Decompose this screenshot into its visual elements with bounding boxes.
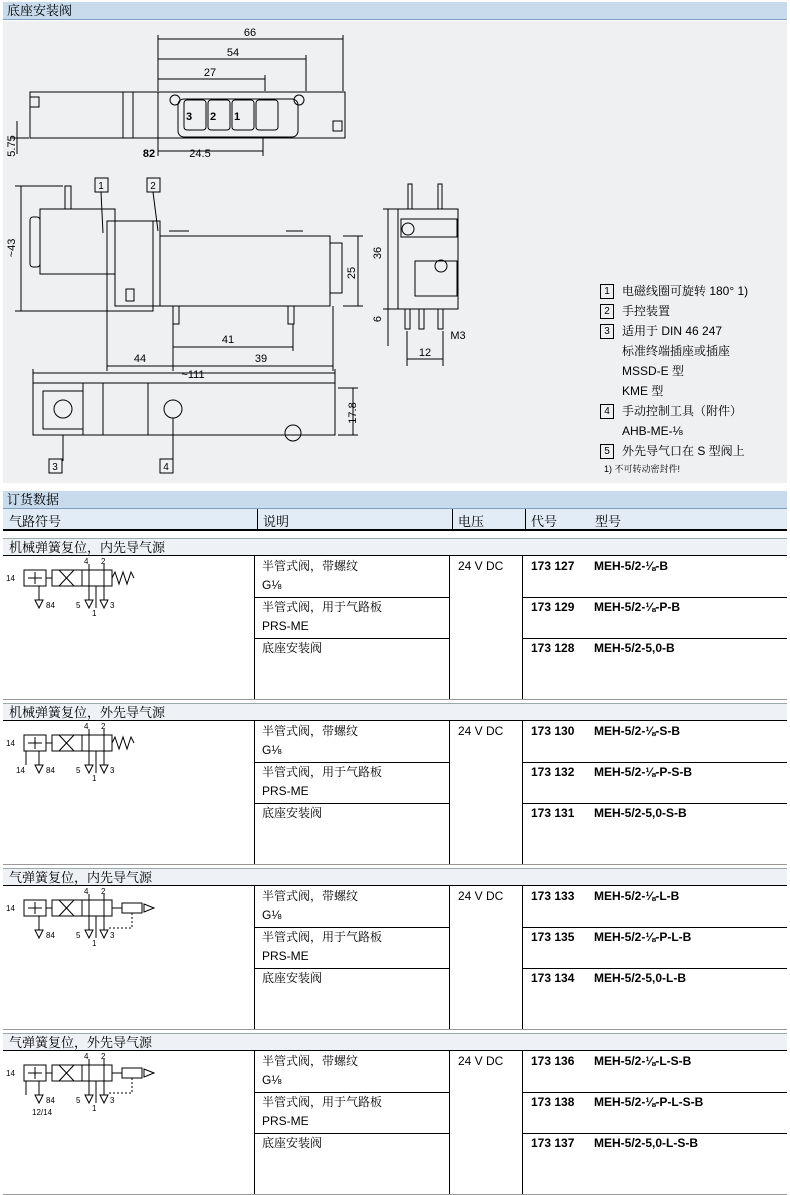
svg-text:5: 5 [76,601,81,610]
pneumatic-symbol [4,1053,174,1133]
description-line: PRS-ME [262,1114,309,1128]
svg-text:3: 3 [110,1096,115,1105]
description-line: 半管式阀，用于气路板 [262,765,383,779]
svg-text:84: 84 [46,601,55,610]
callout-4: 4 [163,462,169,473]
legend-item-3-line-3: MSSD-E 型 [622,364,685,378]
type-designation: MEH-5/2-⅛-B [594,559,669,573]
dim-36: 36 [372,246,384,260]
dim-27: 27 [203,67,217,79]
dim-82: 82 [142,148,156,160]
dim-44: 44 [133,353,147,365]
dimension-drawing [3,21,787,483]
description-line: 底座安装阀 [262,641,323,655]
group-title: 气弹簧复位，内先导气源 [3,868,787,886]
port-1-label: 1 [233,111,241,123]
group-title: 气弹簧复位，外先导气源 [3,1033,787,1051]
svg-text:3: 3 [110,766,115,775]
callout-3: 3 [52,462,58,473]
svg-text:3: 3 [110,931,115,940]
order-title: 订货数据 [7,492,60,507]
voltage-value: 24 V DC [458,724,504,738]
voltage-value: 24 V DC [458,889,504,903]
description-line: 半管式阀，带螺纹 [262,889,359,903]
description-line: G⅛ [262,1073,282,1087]
svg-text:4: 4 [84,1053,89,1061]
dim-39: 39 [254,353,268,365]
dim-m3: M3 [450,330,466,342]
col-voltage: 电压 [458,514,485,529]
svg-text:1: 1 [92,774,97,783]
dim-6: 6 [372,315,384,323]
port-2-label: 2 [209,111,217,123]
legend [600,281,785,477]
dim-17-8: 17.8 [347,402,359,424]
port-3-label: 3 [185,111,193,123]
callout-1: 1 [98,181,104,192]
voltage-value: 24 V DC [458,1054,504,1068]
type-designation: MEH-5/2-⅛-P-S-B [594,765,693,779]
legend-item-1: 1 电磁线圈可旋转 180° 1) [600,281,785,301]
svg-text:3: 3 [110,601,115,610]
svg-text:84: 84 [46,1096,55,1105]
svg-text:2: 2 [101,1053,106,1061]
type-designation: MEH-5/2-⅛-L-B [594,889,680,903]
description-line: 半管式阀，用于气路板 [262,930,383,944]
legend-item-4: 4 手动控制工具（附件） [600,401,785,421]
order-code: 173 137 [531,1136,575,1150]
legend-item-3: 3 适用于 DIN 46 247 [600,321,785,341]
type-designation: MEH-5/2-⅛-P-B [594,600,681,614]
svg-text:14: 14 [6,574,15,583]
section-header [3,2,787,20]
svg-text:12/14: 12/14 [32,1108,53,1117]
description-line: G⅛ [262,743,282,757]
dim-25: 25 [346,266,358,280]
svg-text:14: 14 [6,904,15,913]
order-code: 173 135 [531,930,575,944]
pneumatic-symbol [4,558,174,638]
order-code: 173 127 [531,559,575,573]
callout-2: 2 [150,181,156,192]
pneumatic-symbol [4,888,174,968]
type-designation: MEH-5/2-⅛-P-L-B [594,930,692,944]
order-code: 173 132 [531,765,575,779]
section-title: 底座安装阀 [7,3,73,18]
dim-43: ~43 [6,238,18,258]
type-designation: MEH-5/2-⅛-L-S-B [594,1054,692,1068]
svg-text:5: 5 [76,931,81,940]
description-line: 半管式阀，用于气路板 [262,1095,383,1109]
description-line: 半管式阀，用于气路板 [262,600,383,614]
description-line: PRS-ME [262,949,309,963]
pneumatic-symbol [4,723,174,803]
type-designation: MEH-5/2-5,0-S-B [594,806,687,820]
type-designation: MEH-5/2-5,0-B [594,641,675,655]
order-code: 173 138 [531,1095,575,1109]
dim-12: 12 [418,347,432,359]
group-title: 机械弹簧复位，外先导气源 [3,703,787,721]
svg-text:1: 1 [92,609,97,618]
type-designation: MEH-5/2-⅛-P-L-S-B [594,1095,704,1109]
description-line: PRS-ME [262,784,309,798]
svg-text:2: 2 [101,723,106,731]
order-code: 173 131 [531,806,575,820]
legend-item-2: 2 手控装置 [600,301,785,321]
voltage-value: 24 V DC [458,559,504,573]
svg-text:5: 5 [76,766,81,775]
order-code: 173 133 [531,889,575,903]
description-line: 底座安装阀 [262,806,323,820]
group-title: 机械弹簧复位，内先导气源 [3,538,787,556]
svg-text:84: 84 [46,766,55,775]
col-code: 代号 [531,514,558,529]
svg-text:4: 4 [84,558,89,566]
svg-text:5: 5 [76,1096,81,1105]
dim-111: ~111 [181,369,205,381]
svg-text:4: 4 [84,888,89,896]
col-type: 型号 [595,514,622,529]
dim-24-5: 24.5 [189,148,211,160]
svg-text:14: 14 [16,766,25,775]
svg-text:84: 84 [46,931,55,940]
type-designation: MEH-5/2-⅛-S-B [594,724,681,738]
description-line: 底座安装阀 [262,971,323,985]
description-line: 半管式阀，带螺纹 [262,724,359,738]
description-line: G⅛ [262,578,282,592]
svg-text:2: 2 [101,558,106,566]
svg-text:1: 1 [92,939,97,948]
type-designation: MEH-5/2-5,0-L-S-B [594,1136,699,1150]
dim-54: 54 [226,47,240,59]
order-header [3,491,787,509]
footnote: 1) 不可转动密封件! [604,464,681,474]
legend-item-5: 5 外先导气口在 S 型阀上 [600,441,785,461]
dim-66: 66 [243,27,257,39]
dim-41: 41 [221,334,235,346]
description-line: PRS-ME [262,619,309,633]
svg-text:4: 4 [84,723,89,731]
order-code: 173 134 [531,971,575,985]
description-line: G⅛ [262,908,282,922]
dim-5-75: 5.75 [6,135,18,157]
column-header-row [3,509,787,531]
col-symbol: 气路符号 [9,514,62,529]
description-line: 半管式阀，带螺纹 [262,559,359,573]
description-line: 底座安装阀 [262,1136,323,1150]
order-code: 173 128 [531,641,575,655]
svg-text:14: 14 [6,1069,15,1078]
legend-item-3-line-4: KME 型 [622,384,664,398]
svg-text:2: 2 [101,888,106,896]
order-code: 173 129 [531,600,575,614]
svg-text:14: 14 [6,739,15,748]
order-code: 173 136 [531,1054,575,1068]
legend-item-3-line-2: 标准终端插座或插座 [622,344,731,358]
col-desc: 说明 [263,514,290,529]
svg-text:1: 1 [92,1104,97,1113]
legend-item-4-line-2: AHB-ME-⅛ [622,424,683,438]
order-code: 173 130 [531,724,575,738]
description-line: 半管式阀，带螺纹 [262,1054,359,1068]
type-designation: MEH-5/2-5,0-L-B [594,971,687,985]
